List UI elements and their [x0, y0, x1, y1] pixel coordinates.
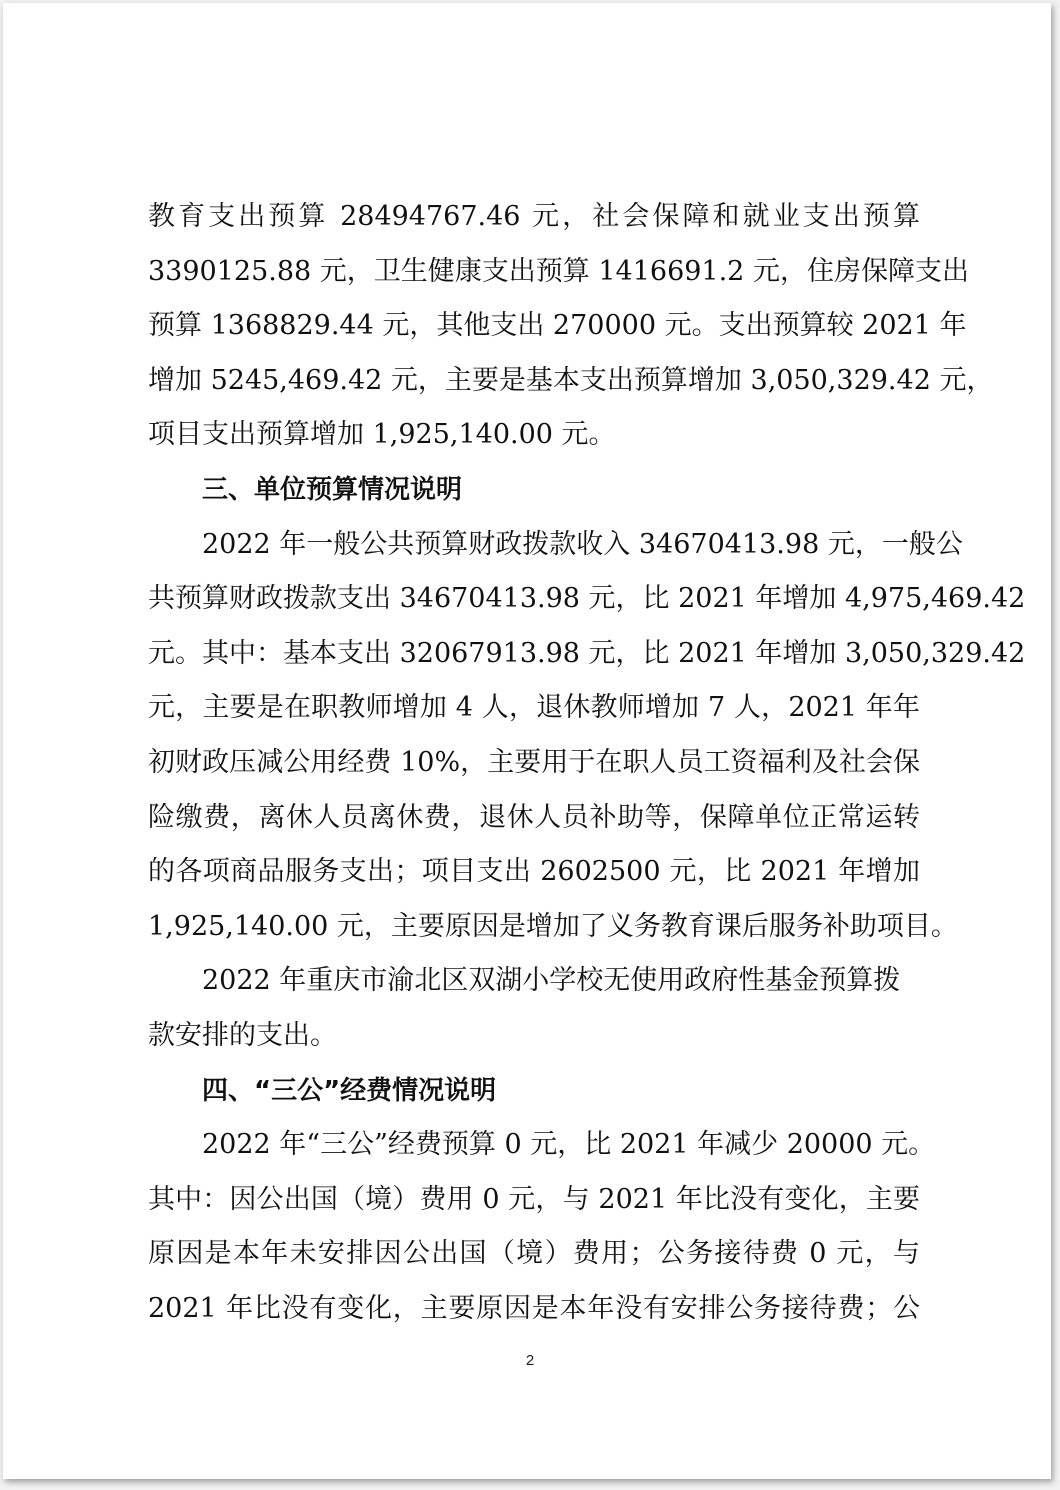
body-line: 款安排的支出。: [148, 1019, 337, 1051]
body-line: 2022 年重庆市渝北区双湖小学校无使用政府性基金预算拨: [202, 965, 901, 997]
body-line: 险缴费，离休人员离休费，退休人员补助等，保障单位正常运转: [148, 801, 920, 833]
section-heading-three-public-expenses: 四、“三公”经费情况说明: [202, 1075, 497, 1106]
page-number: 2: [525, 1352, 535, 1369]
body-line: 的各项商品服务支出；项目支出 2602500 元，比 2021 年增加: [148, 856, 920, 888]
body-line: 原因是本年未安排因公出国（境）费用；公务接待费 0 元，与: [148, 1238, 920, 1270]
body-line: 2021 年比没有变化，主要原因是本年没有安排公务接待费；公: [148, 1292, 920, 1324]
body-line: 元。其中：基本支出 32067913.98 元，比 2021 年增加 3,050,329.42: [148, 637, 1026, 669]
body-line: 元，主要是在职教师增加 4 人，退休教师增加 7 人，2021 年年: [148, 692, 920, 724]
section-heading-unit-budget: 三、单位预算情况说明: [202, 474, 463, 505]
body-line: 1,925,140.00 元，主要原因是增加了义务教育课后服务补助项目。: [148, 910, 958, 942]
body-line: 2022 年“三公”经费预算 0 元，比 2021 年减少 20000 元。: [202, 1129, 936, 1161]
body-line: 增加 5245,469.42 元，主要是基本支出预算增加 3,050,329.42 元，: [148, 364, 994, 396]
body-line: 初财政压减公用经费 10%，主要用于在职人员工资福利及社会保: [148, 746, 920, 778]
body-line: 3390125.88 元，卫生健康支出预算 1416691.2 元，住房保障支出: [148, 255, 969, 287]
document-body: [148, 190, 1026, 1336]
body-line: 2022 年一般公共预算财政拨款收入 34670413.98 元，一般公: [202, 528, 963, 560]
body-line: 共预算财政拨款支出 34670413.98 元，比 2021 年增加 4,975,469.42: [148, 583, 1026, 615]
body-line: 教育支出预算 28494767.46 元，社会保障和就业支出预算: [148, 201, 920, 232]
body-line: 项目支出预算增加 1,925,140.00 元。: [148, 419, 616, 451]
body-line: 预算 1368829.44 元，其他支出 270000 元。支出预算较 2021 年: [148, 310, 967, 342]
body-line: 其中：因公出国（境）费用 0 元，与 2021 年比没有变化，主要: [148, 1183, 920, 1215]
